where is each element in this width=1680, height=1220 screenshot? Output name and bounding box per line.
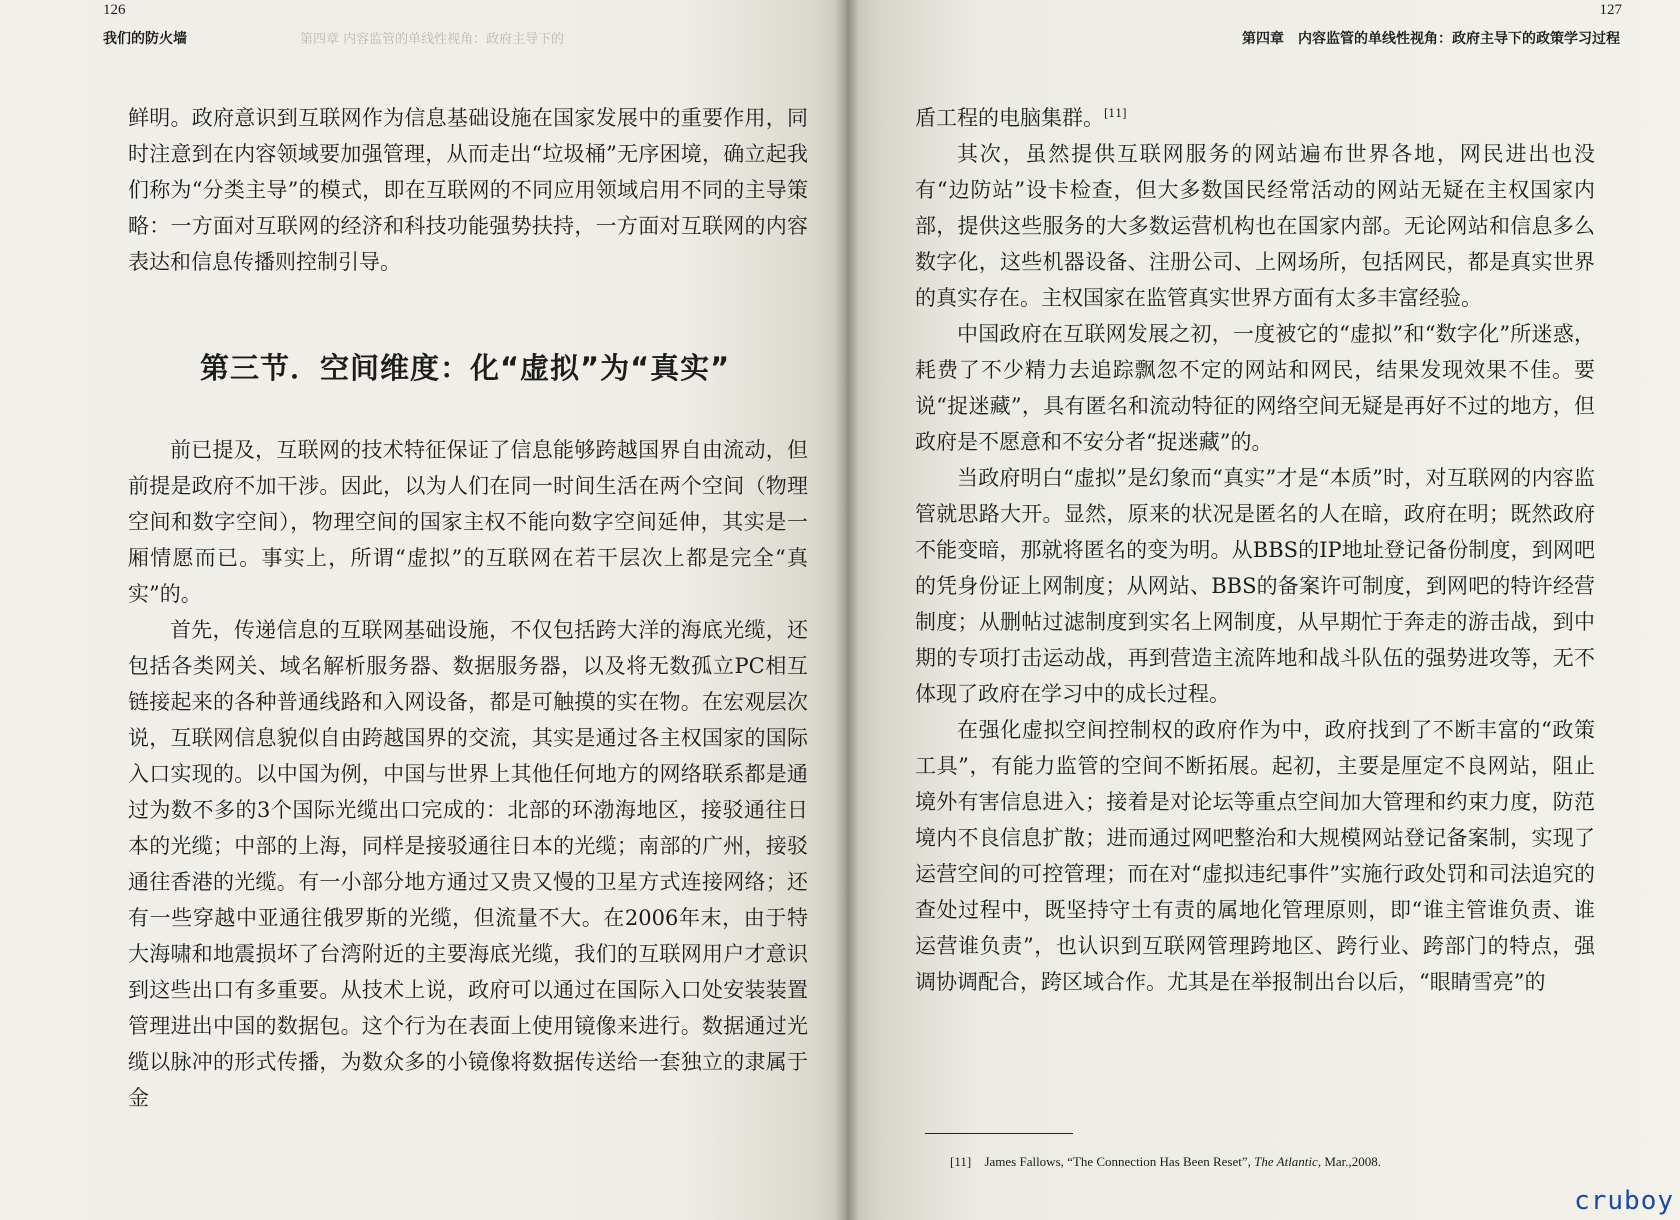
footnote-journal: The Atlantic [1254, 1154, 1318, 1169]
footnote [950, 1154, 1381, 1170]
paragraph: 当政府明白“虚拟”是幻象而“真实”才是“本质”时，对互联网的内容监管就思路大开。显然，原来的状况是匿名的人在暗，政府在明；既然政府不能变暗，那就将匿名的变为明。从BBS的IP地址登记备份制度，到网吧的凭身份证上网制度；从网站、BBS的备案许可制度，到网吧的特许经营制度；从删帖过滤制度到实名上网制度，从早期忙于奔走的游击战，到中期的专项打击运动战，再到营造主流阵地和战斗队伍的强势进攻等，无不体现了政府在学习中的成长过程。 [915, 466, 1595, 706]
page-number: 127 [1599, 2, 1622, 18]
footnote-ref: [11] [950, 1154, 972, 1169]
paragraph: 其次，虽然提供互联网服务的网站遍布世界各地，网民进出也没有“边防站”设卡检查，但大多数国民经常活动的网站无疑在主权国家内部，提供这些服务的大多数运营机构也在国家内部。无论网站和信息多么数字化，这些机器设备、注册公司、上网场所，包括网民，都是真实世界的真实存在。主权国家在监管真实世界方面有太多丰富经验。 [915, 142, 1595, 310]
continuation-line [915, 100, 1595, 136]
footnote-rule [925, 1133, 1073, 1134]
watermark: cruboy [1574, 1186, 1674, 1216]
footnote-text: James Fallows, “The Connection Has Been Reset”, [984, 1154, 1251, 1169]
paragraph: 前已提及，互联网的技术特征保证了信息能够跨越国界自由流动，但前提是政府不加干涉。因此，以为人们在同一时间生活在两个空间（物理空间和数字空间），物理空间的国家主权不能向数字空间延伸，其实是一厢情愿而已。事实上，所谓“虚拟”的互联网在若干层次上都是完全“真实”的。 [128, 438, 808, 606]
body-text-right [915, 100, 1595, 1000]
page-number: 126 [103, 2, 126, 18]
running-head: 第四章 内容监管的单线性视角：政府主导下的政策学习过程 [1242, 31, 1620, 47]
opening-paragraph: 鲜明。政府意识到互联网作为信息基础设施在国家发展中的重要作用，同时注意到在内容领域要加强管理，从而走出“垃圾桶”无序困境，确立起我们称为“分类主导”的模式，即在互联网的不同应用领域启用不同的主导策略：一方面对互联网的经济和科技功能强势扶持，一方面对互联网的内容表达和信息传播则控制引导。 [128, 106, 808, 274]
paragraph: 首先，传递信息的互联网基础设施，不仅包括跨大洋的海底光缆，还包括各类网关、域名解析服务器、数据服务器，以及将无数孤立PC相互链接起来的各种普通线路和入网设备，都是可触摸的实在物。在宏观层次说，互联网信息貌似自由跨越国界的交流，其实是通过各主权国家的国际入口实现的。以中国为例，中国与世界上其他任何地方的网络联系都是通过为数不多的3个国际光缆出口完成的：北部的环渤海地区，接驳通往日本的光缆；中部的上海，同样是接驳通往日本的光缆；南部的广州，接驳通往香港的光缆。有一小部分地方通过又贵又慢的卫星方式连接网络；还有一些穿越中亚通往俄罗斯的光缆，但流量不大。在2006年末，由于特大海啸和地震损坏了台湾附近的主要海底光缆，我们的互联网用户才意识到这些出口有多重要。从技术上说，政府可以通过在国际入口处安装装置管理进出中国的数据包。这个行为在表面上使用镜像来进行。数据通过光缆以脉冲的形式传播，为数众多的小镜像将数据传送给一套独立的隶属于金 [128, 618, 808, 1110]
paragraph: 在强化虚拟空间控制权的政府作为中，政府找到了不断丰富的“政策工具”，有能力监管的空间不断拓展。起初，主要是厘定不良网站，阻止境外有害信息进入；接着是对论坛等重点空间加大管理和约束力度，防范境内不良信息扩散；进而通过网吧整治和大规模网站登记备案制，实现了运营空间的可控管理；而在对“虚拟违纪事件”实施行政处罚和司法追究的查处过程中，既坚持守土有责的属地化管理原则，即“谁主管谁负责、谁运营谁负责”，也认识到互联网管理跨地区、跨行业、跨部门的特点，强调协调配合，跨区域合作。尤其是在举报制出台以后，“眼睛雪亮”的 [915, 718, 1595, 994]
opening-paragraph-block [128, 100, 808, 280]
footnote-marker: [11] [1104, 107, 1127, 120]
section-title: 第三节．空间维度：化“虚拟”为“真实” [200, 351, 731, 385]
running-head: 我们的防火墙 [103, 31, 187, 47]
paragraph: 中国政府在互联网发展之初，一度被它的“虚拟”和“数字化”所迷惑，耗费了不少精力去追踪飘忽不定的网站和网民，结果发现效果不佳。要说“捉迷藏”，具有匿名和流动特征的网络空间无疑是再好不过的地方，但政府是不愿意和不安分者“捉迷藏”的。 [915, 322, 1595, 454]
continuation-text: 盾工程的电脑集群。 [915, 106, 1104, 130]
body-text [128, 432, 808, 1116]
footnote-date: , Mar.,2008. [1317, 1154, 1382, 1169]
bleed-through-text: 第四章 内容监管的单线性视角：政府主导下的 [300, 32, 565, 47]
book-gutter [835, 0, 859, 1220]
